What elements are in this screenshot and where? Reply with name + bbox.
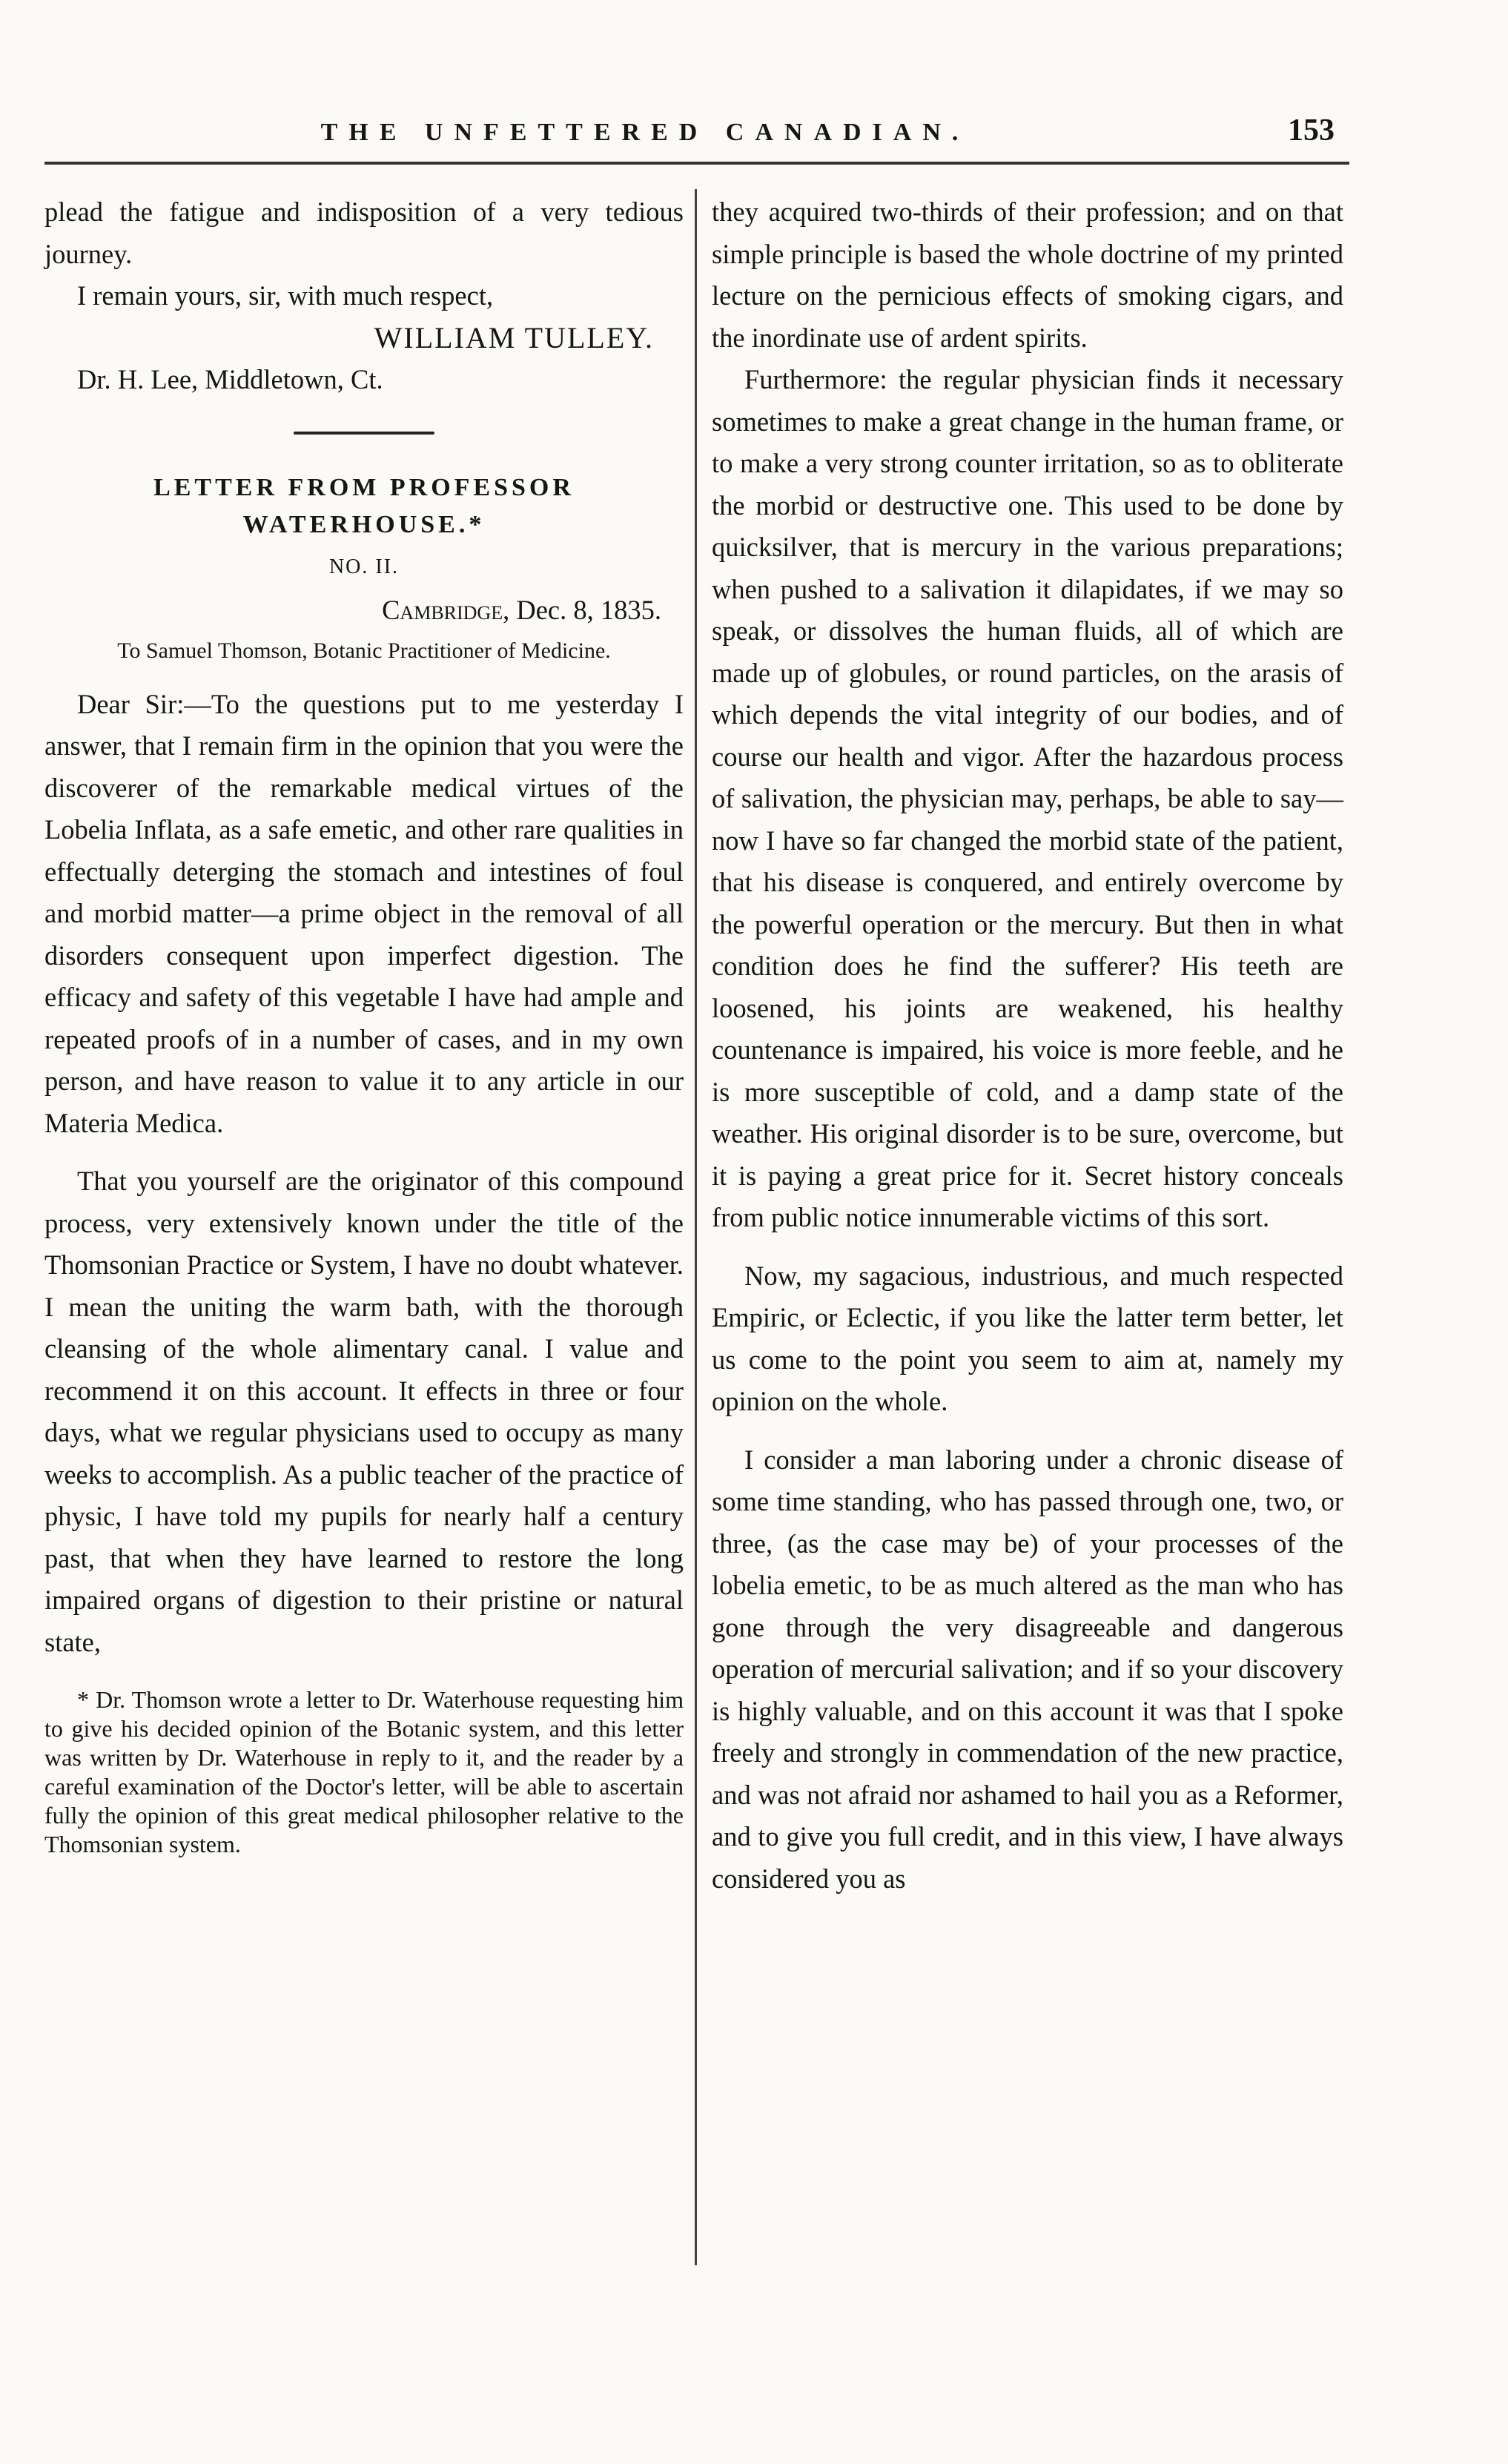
body-paragraph: I consider a man laboring under a chronic disease of some time standing, who has passed through one, two, or three, (as the case may be) of your processes of the lobelia emetic, to be as much altered as the man who has gone through the very disagreeable and dangerous operation of mercurial salivation; and if so your discovery is highly valuable, and on this account it was that I spoke freely and strongly in commendation of the new practice, and was not afraid nor ashamed to hail you as a Reformer, and to give you full credit, and in this view, I have always considered you as	[712, 1444, 1343, 1894]
body-paragraph: Furthermore: the regular physician finds it necessary sometimes to make a great change in the human frame, or to make a very strong counter irritation, so as to obliterate the morbid or destructive one. This used to be done by quicksilver, that is mercury in the various preparations; when pushed to a salivation it dilapidates, if we may so speak, or dissolves the human fluids, all of which are made up of globules, or round particles, on the arasis of which depends the vital integrity of our bodies, and of course our health and vigor. After the hazardous process of salivation, the physician may, perhaps, be able to say—now I have so far changed the morbid state of the patient, that his disease is conquered, and entirely overcome by the powerful operation or the mercury. But then in what condition does he find the sufferer? His teeth are loosened, his joints are weakened, his healthy countenance is impaired, his voice is more feeble, and he is more susceptible of cold, and a damp state of the weather. His original disorder is to be sure, overcome, but it is paying a great price for it. Secret history conceals from public notice innumerable victims of this sort.	[712, 364, 1343, 1232]
section-ornament	[44, 401, 684, 460]
signature: WILLIAM TULLEY.	[374, 320, 654, 354]
page-number: 153	[1288, 113, 1335, 148]
addressee-line: Dr. H. Lee, Middletown, Ct.	[77, 364, 383, 394]
dateline-date: Dec. 8, 1835.	[516, 595, 661, 625]
column-divider	[695, 189, 697, 2265]
letter-addressee: To Samuel Thomson, Botanic Practitioner of Medicine.	[117, 638, 611, 663]
dateline	[44, 589, 684, 632]
opening-paragraph: plead the fatigue and indisposition of a very tedious journey.	[44, 196, 684, 269]
page-header	[44, 111, 1349, 163]
dateline-place: Cambridge,	[382, 595, 510, 625]
letter-title: LETTER FROM PROFESSOR WATERHOUSE.*	[153, 473, 575, 538]
right-column	[712, 191, 1343, 1900]
left-column	[44, 191, 684, 1859]
running-title: THE UNFETTERED CANADIAN.	[320, 119, 970, 146]
body-paragraph: they acquired two-thirds of their profession; and on that simple principle is based the whole doctrine of my printed lecture on the pernicious effects of smoking cigars, and the inordinate use of ardent spirits.	[712, 196, 1343, 353]
header-rule	[44, 162, 1349, 165]
closing-line: I remain yours, sir, with much respect,	[77, 280, 494, 311]
footnote: * Dr. Thomson wrote a letter to Dr. Waterhouse requesting him to give his decided opinion of the Botanic system, and this letter was written by Dr. Waterhouse in reply to it, and the reader by a careful examination of the Doctor's letter, will be able to ascertain fully the opinion of this great medical philosopher relative to the Thomsonian system.	[44, 1686, 684, 1857]
body-paragraph: Dear Sir:—To the questions put to me yesterday I answer, that I remain firm in the opinion that you were the discoverer of the remarkable medical virtues of the Lobelia Inflata, as a safe emetic, and other rare qualities in effectually deterging the stomach and intestines of foul and morbid matter—a prime object in the removal of all disorders consequent upon imperfect digestion. The efficacy and safety of this vegetable I have had ample and repeated proofs of in a number of cases, and in my own person, and have reason to value it to any article in our Materia Medica.	[44, 688, 684, 1138]
body-paragraph: That you yourself are the originator of this compound process, very extensively known under the title of the Thomsonian Practice or System, I have no doubt whatever. I mean the uniting the warm bath, with the thorough cleansing of the whole alimentary canal. I value and recommend it on this account. It effects in three or four days, what we regular physicians used to occupy as many weeks to accomplish. As a public teacher of the practice of physic, I have told my pupils for nearly half a century past, that when they have learned to restore the long impaired organs of digestion to their pristine or natural state,	[44, 1166, 684, 1657]
body-paragraph: Now, my sagacious, industrious, and much respected Empiric, or Eclectic, if you like the latter term better, let us come to the point you seem to aim at, namely my opinion on the whole.	[712, 1260, 1343, 1416]
letter-number: NO. II.	[328, 555, 400, 578]
